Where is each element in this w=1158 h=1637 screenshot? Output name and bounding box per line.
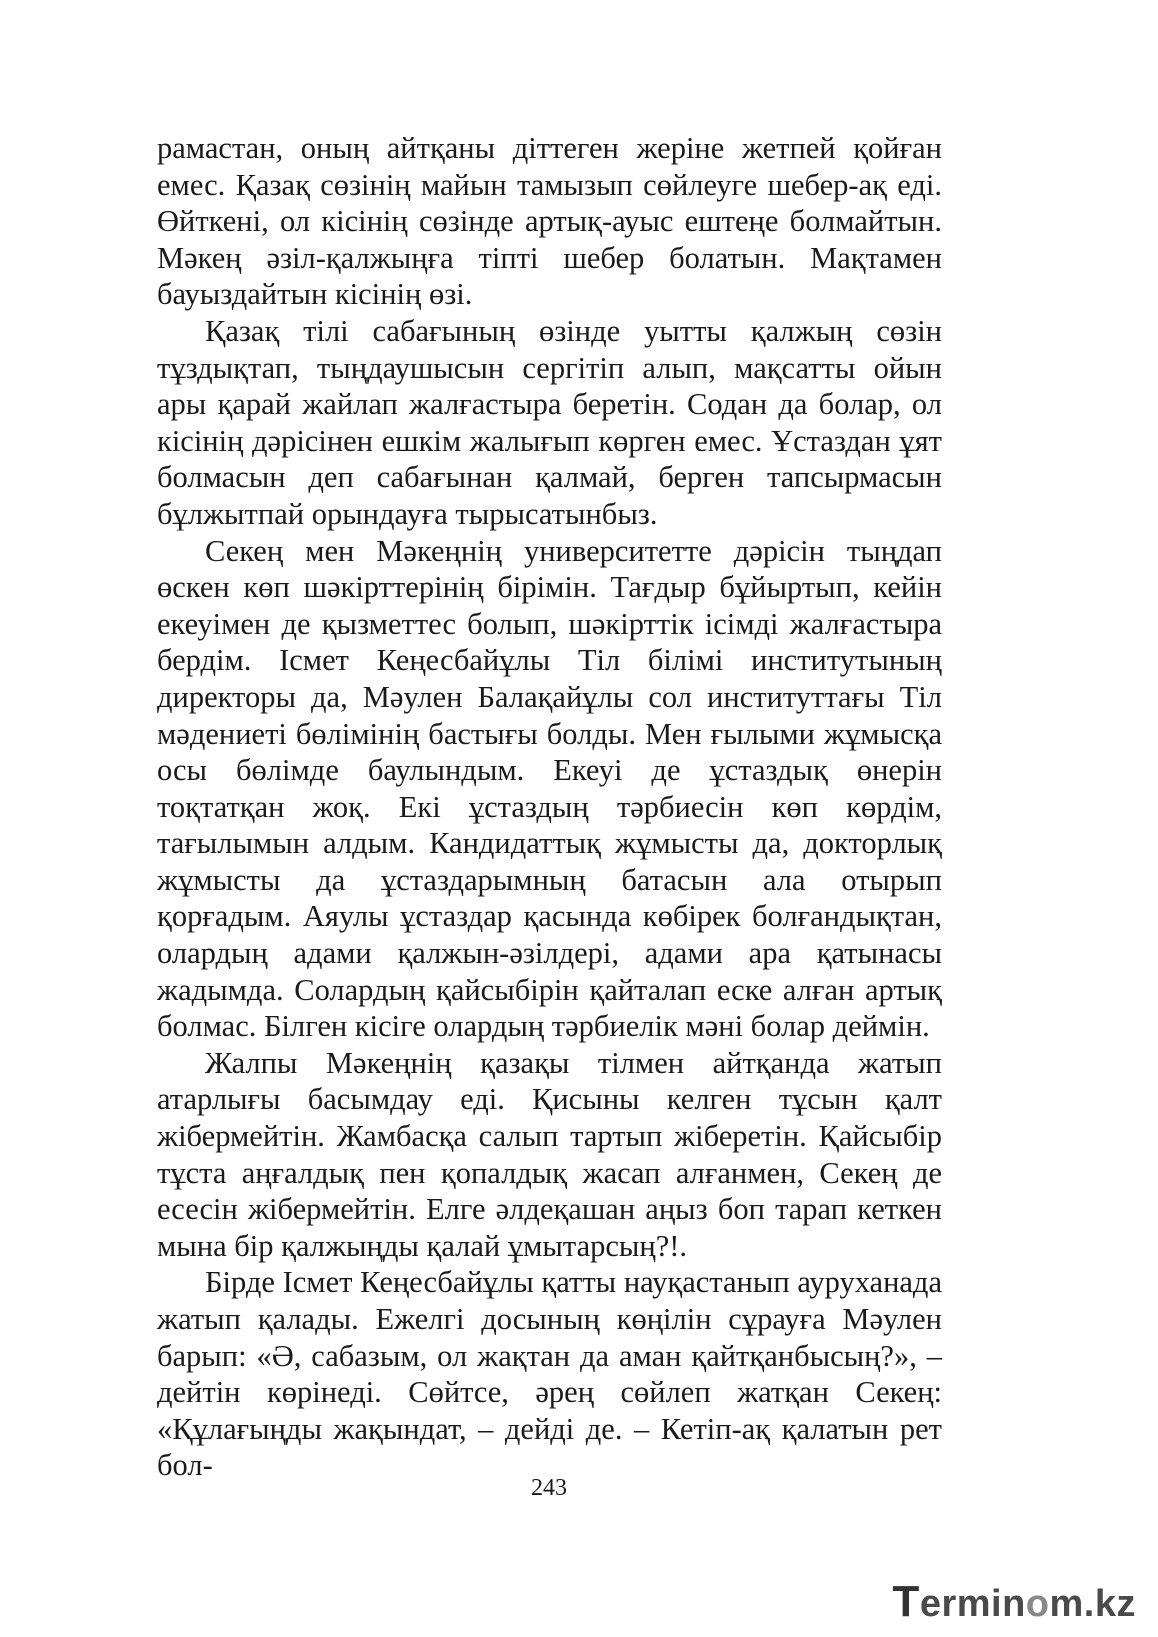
- page-number: 243: [531, 1475, 567, 1501]
- paragraph-2: Қазақ тілі сабағының өзінде уытты қалжың сөзін тұздықтап, тыңдаушысын сергітіп алып, мақсатты ойын ары қарай жайлап жалғастыра беретін. Содан да болар, ол кісінің дәрісінен ешкім жалығып көрген емес. Ұстаздан ұят болмасын деп сабағынан қалмай, берген тапсырмасын бұлжытпай орындауға тырысатынбыз.: [157, 313, 942, 531]
- watermark-t-letter: T: [892, 1577, 920, 1626]
- paragraph-1: рамастан, оның айтқаны діттеген жеріне жетпей қойған емес. Қазақ сөзінің майын тамызып сөйлеуге шебер-ақ еді. Өйткені, ол кісінің сөзінде артық-ауыс ештеңе болмайтын. Мәкең әзіл-қалжыңға тіпті шебер болатын. Мақтамен бауыздайтын кісінің өзі.: [157, 131, 942, 312]
- page-body: [157, 130, 942, 1484]
- watermark-text-part2: m.kz: [1049, 1583, 1136, 1625]
- paragraph-4: Жалпы Мәкеңнің қазақы тілмен айтқанда жатып атарлығы басымдау еді. Қисыны келген тұсын қалт жібермейтін. Жамбасқа салып тартып жіберетін. Қайсыбір тұста аңғалдық пен қопалдық жасап алғанмен, Секең де есесін жібермейтін. Елге әлдеқашан аңыз боп тарап кеткен мына бір қалжыңды қалай ұмытарсың?!.: [157, 1045, 942, 1263]
- paragraph-5: Бірде Ісмет Кеңесбайұлы қатты науқастанып ауруханада жатып қалады. Ежелгі досының көңілін сұрауға Мәулен барып: «Ә, сабазым, ол жақтан да аман қайтқанбысың?», – дейтін көрінеді. Сөйтсе, әрең сөйлеп жатқан Секең: «Құлағыңды жақындат, – дейді де. – Кетіп-ақ қалатын рет бол-: [157, 1265, 942, 1483]
- magnifier-icon: o: [1025, 1583, 1050, 1625]
- paragraph-3: Секең мен Мәкеңнің университетте дәрісін тыңдап өскен көп шәкірттерінің бірімін. Тағдыр бұйыртып, кейін екеуімен де қызметтес болып, шәкірттік ісімді жалғастыра бердім. Ісмет Кеңесбайұлы Тіл білімі институтының директоры да, Мәулен Балақайұлы сол институттағы Тіл мәдениеті бөлімінің бастығы болды. Мен ғылыми жұмысқа осы бөлімде баулындым. Екеуі де ұстаздық өнерін тоқтатқан жоқ. Екі ұстаздың тәрбиесін көп көрдім, тағылымын алдым. Кандидаттық жұмысты да, докторлық жұмысты да ұстаздарымның батасын ала отырып қорғадым. Аяулы ұстаздар қасында көбірек болғандықтан, олардың адами қалжын-әзілдері, адами ара қатынасы жадымда. Солардың қайсыбірін қайталап еске алған артық болмас. Білген кісіге олардың тәрбиелік мәні болар деймін.: [157, 533, 942, 1044]
- watermark-text-part1: ermin: [919, 1583, 1026, 1625]
- termincom-watermark[interactable]: [892, 1577, 1136, 1627]
